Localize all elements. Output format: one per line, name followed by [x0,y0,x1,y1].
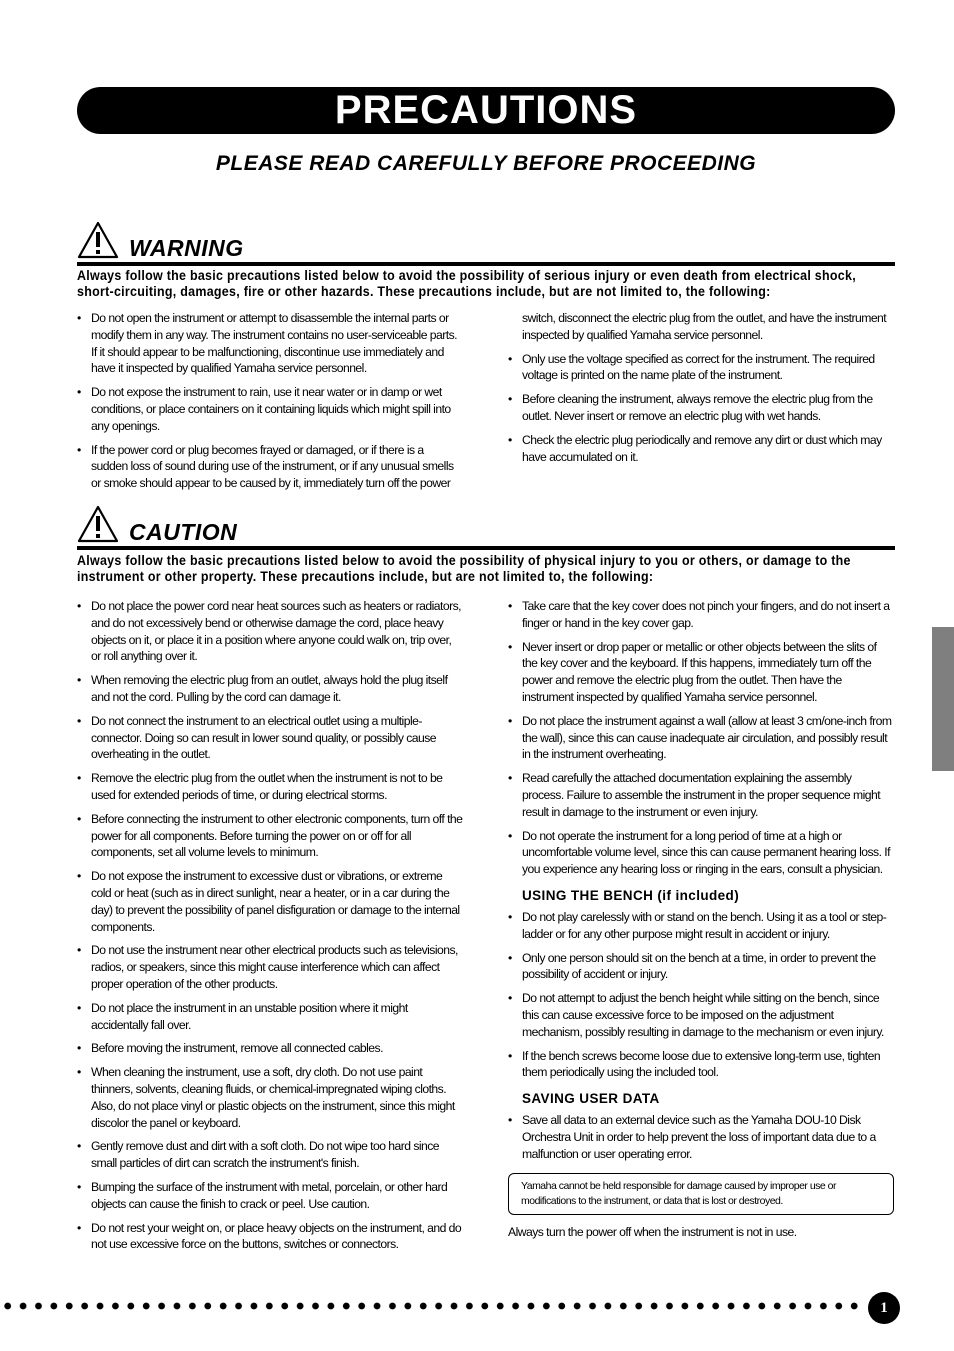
list-item: • Only one person should sit on the bench at a time, in order to prevent the possibility of accident or injury. [508,950,894,984]
list-item: • Never insert or drop paper or metallic or other objects between the slits of the key cover and the keyboard. If this happens, immediately turn off the power and remove the electric plug from the outlet. Then have the instrument inspected by qualified Yamaha service personnel. [508,639,894,706]
list-item: • Do not attempt to adjust the bench height while sitting on the bench, since this can cause excessive force to be imposed on the adjustment mechanism, possibly resulting in damage to the mechanism or even injury. [508,990,894,1040]
list-item: • Do not place the power cord near heat sources such as heaters or radiators, and do not excessively bend or otherwise damage the cord, place heavy objects on it, or place it in a position where anyone could walk on, trip over, or roll anything over it. [77,598,463,665]
warning-triangle-icon [77,221,119,259]
list-item: • Take care that the key cover does not pinch your fingers, and do not insert a finger or hand in the key cover gap. [508,598,894,632]
warning-heading [77,226,895,266]
list-item: • Do not rest your weight on, or place heavy objects on the instrument, and do not use excessive force on the buttons, switches or connectors. [77,1220,463,1254]
list-item-continued: switch, disconnect the electric plug from the outlet, and have the instrument inspected by qualified Yamaha service personnel. [522,311,887,342]
list-item: • Before cleaning the instrument, always remove the electric plug from the outlet. Never insert or remove an electric plug with wet hands. [508,391,894,425]
caution-intro: Always follow the basic precautions listed below to avoid the possibility of physical injury to you or others, or damage to the instrument or other property. These precautions include, but are not limited to, the following: [77,553,851,584]
warning-left-column [77,310,463,499]
caution-title: CAUTION [129,519,238,545]
title-banner [77,87,895,134]
list-item: • Do not use the instrument near other electrical products such as televisions, radios, or speakers, since this might cause interference which can affect proper operation of the other products. [77,942,463,992]
list-item: • Check the electric plug periodically and remove any dirt or dust which may have accumulated on it. [508,432,894,466]
warning-intro: Always follow the basic precautions listed below to avoid the possibility of serious injury or even death from electrical shock, short-circuiting, damages, fire or other hazards. These precautions include, but are not limited to, the following: [77,268,856,299]
list-item: • Remove the electric plug from the outlet when the instrument is not to be used for extended periods of time, or during electrical storms. [77,770,463,804]
list-item: • Do not expose the instrument to excessive dust or vibrations, or extreme cold or heat (such as in direct sunlight, near a heater, or in a car during the day) to prevent the possibility of panel disfiguration or damage to the internal components. [77,868,463,935]
caution-heading [77,510,895,550]
bench-heading: USING THE BENCH (if included) [522,887,740,903]
closing-note: Always turn the power off when the instrument is not in use. [508,1224,797,1239]
list-item: • Save all data to an external device such as the Yamaha DOU-10 Disk Orchestra Unit in order to help prevent the loss of important data due to a malfunction or user operating error. [508,1112,894,1162]
caution-right-column [508,598,894,1239]
list-item: • Before connecting the instrument to other electronic components, turn off the power for all components. Before turning the power on or off for all components, set all volume levels to minimum. [77,811,463,861]
list-item: • Do not expose the instrument to rain, use it near water or in damp or wet conditions, or place containers on it containing liquids which might spill into any openings. [77,384,463,434]
list-item: • Do not connect the instrument to an electrical outlet using a multiple-connector. Doing so can result in lower sound quality, or possibly cause overheating in the outlet. [77,713,463,763]
list-item: • Do not open the instrument or attempt to disassemble the internal parts or modify them in any way. The instrument contains no user-serviceable parts. If it should appear to be malfunctioning, discontinue use immediately and have it inspected by qualified Yamaha service personnel. [77,310,463,377]
list-item: • Do not place the instrument against a wall (allow at least 3 cm/one-inch from the wall), since this can cause inadequate air circulation, and possibly result in the instrument overheating. [508,713,894,763]
page-number: 1 [868,1292,900,1324]
list-item: • When cleaning the instrument, use a soft, dry cloth. Do not use paint thinners, solvents, cleaning fluids, or chemical-impregnated wiping cloths. Also, do not place vinyl or plastic objects on the instrument, since this might discolor the panel or keyboard. [77,1064,463,1131]
caution-left-column [77,598,463,1260]
list-item: • If the power cord or plug becomes frayed or damaged, or if there is a sudden loss of sound during use of the instrument, or if any unusual smells or smoke should appear to be caused by it, immediately turn off the power [77,442,463,492]
side-tab-marker [932,627,954,771]
list-item: • Do not operate the instrument for a long period of time at a high or uncomfortable volume level, since this can cause permanent hearing loss. If you experience any hearing loss or ringing in the ears, consult a physician. [508,828,894,878]
page-title: PRECAUTIONS [334,88,638,132]
list-item: • Before moving the instrument, remove all connected cables. [77,1040,463,1057]
saving-heading: SAVING USER DATA [522,1091,660,1107]
caution-triangle-icon [77,505,119,543]
disclaimer-box: Yamaha cannot be held responsible for damage caused by improper use or modifications to the instrument, or data that is lost or destroyed. [508,1173,894,1215]
list-item: • Read carefully the attached documentation explaining the assembly process. Failure to assemble the instrument in the proper sequence might result in damage to the instrument or even injury. [508,770,894,820]
dotted-footer-rule [0,1298,860,1314]
list-item: • When removing the electric plug from an outlet, always hold the plug itself and not the cord. Pulling by the cord can damage it. [77,672,463,706]
list-item: • Only use the voltage specified as correct for the instrument. The required voltage is printed on the name plate of the instrument. [508,351,894,385]
list-item: • Bumping the surface of the instrument with metal, porcelain, or other hard objects can cause the finish to crack or peel. Use caution. [77,1179,463,1213]
warning-title: WARNING [129,235,244,261]
list-item: • Do not place the instrument in an unstable position where it might accidentally fall over. [77,1000,463,1034]
page-subtitle: PLEASE READ CAREFULLY BEFORE PROCEEDING [215,152,757,175]
warning-right-column [508,310,894,472]
list-item: • If the bench screws become loose due to extensive long-term use, tighten them periodically using the included tool. [508,1048,894,1082]
list-item: • Do not play carelessly with or stand on the bench. Using it as a tool or step-ladder or for any other purpose might result in accident or injury. [508,909,894,943]
list-item: • Gently remove dust and dirt with a soft cloth. Do not wipe too hard since small particles of dirt can scratch the instrument's finish. [77,1138,463,1172]
